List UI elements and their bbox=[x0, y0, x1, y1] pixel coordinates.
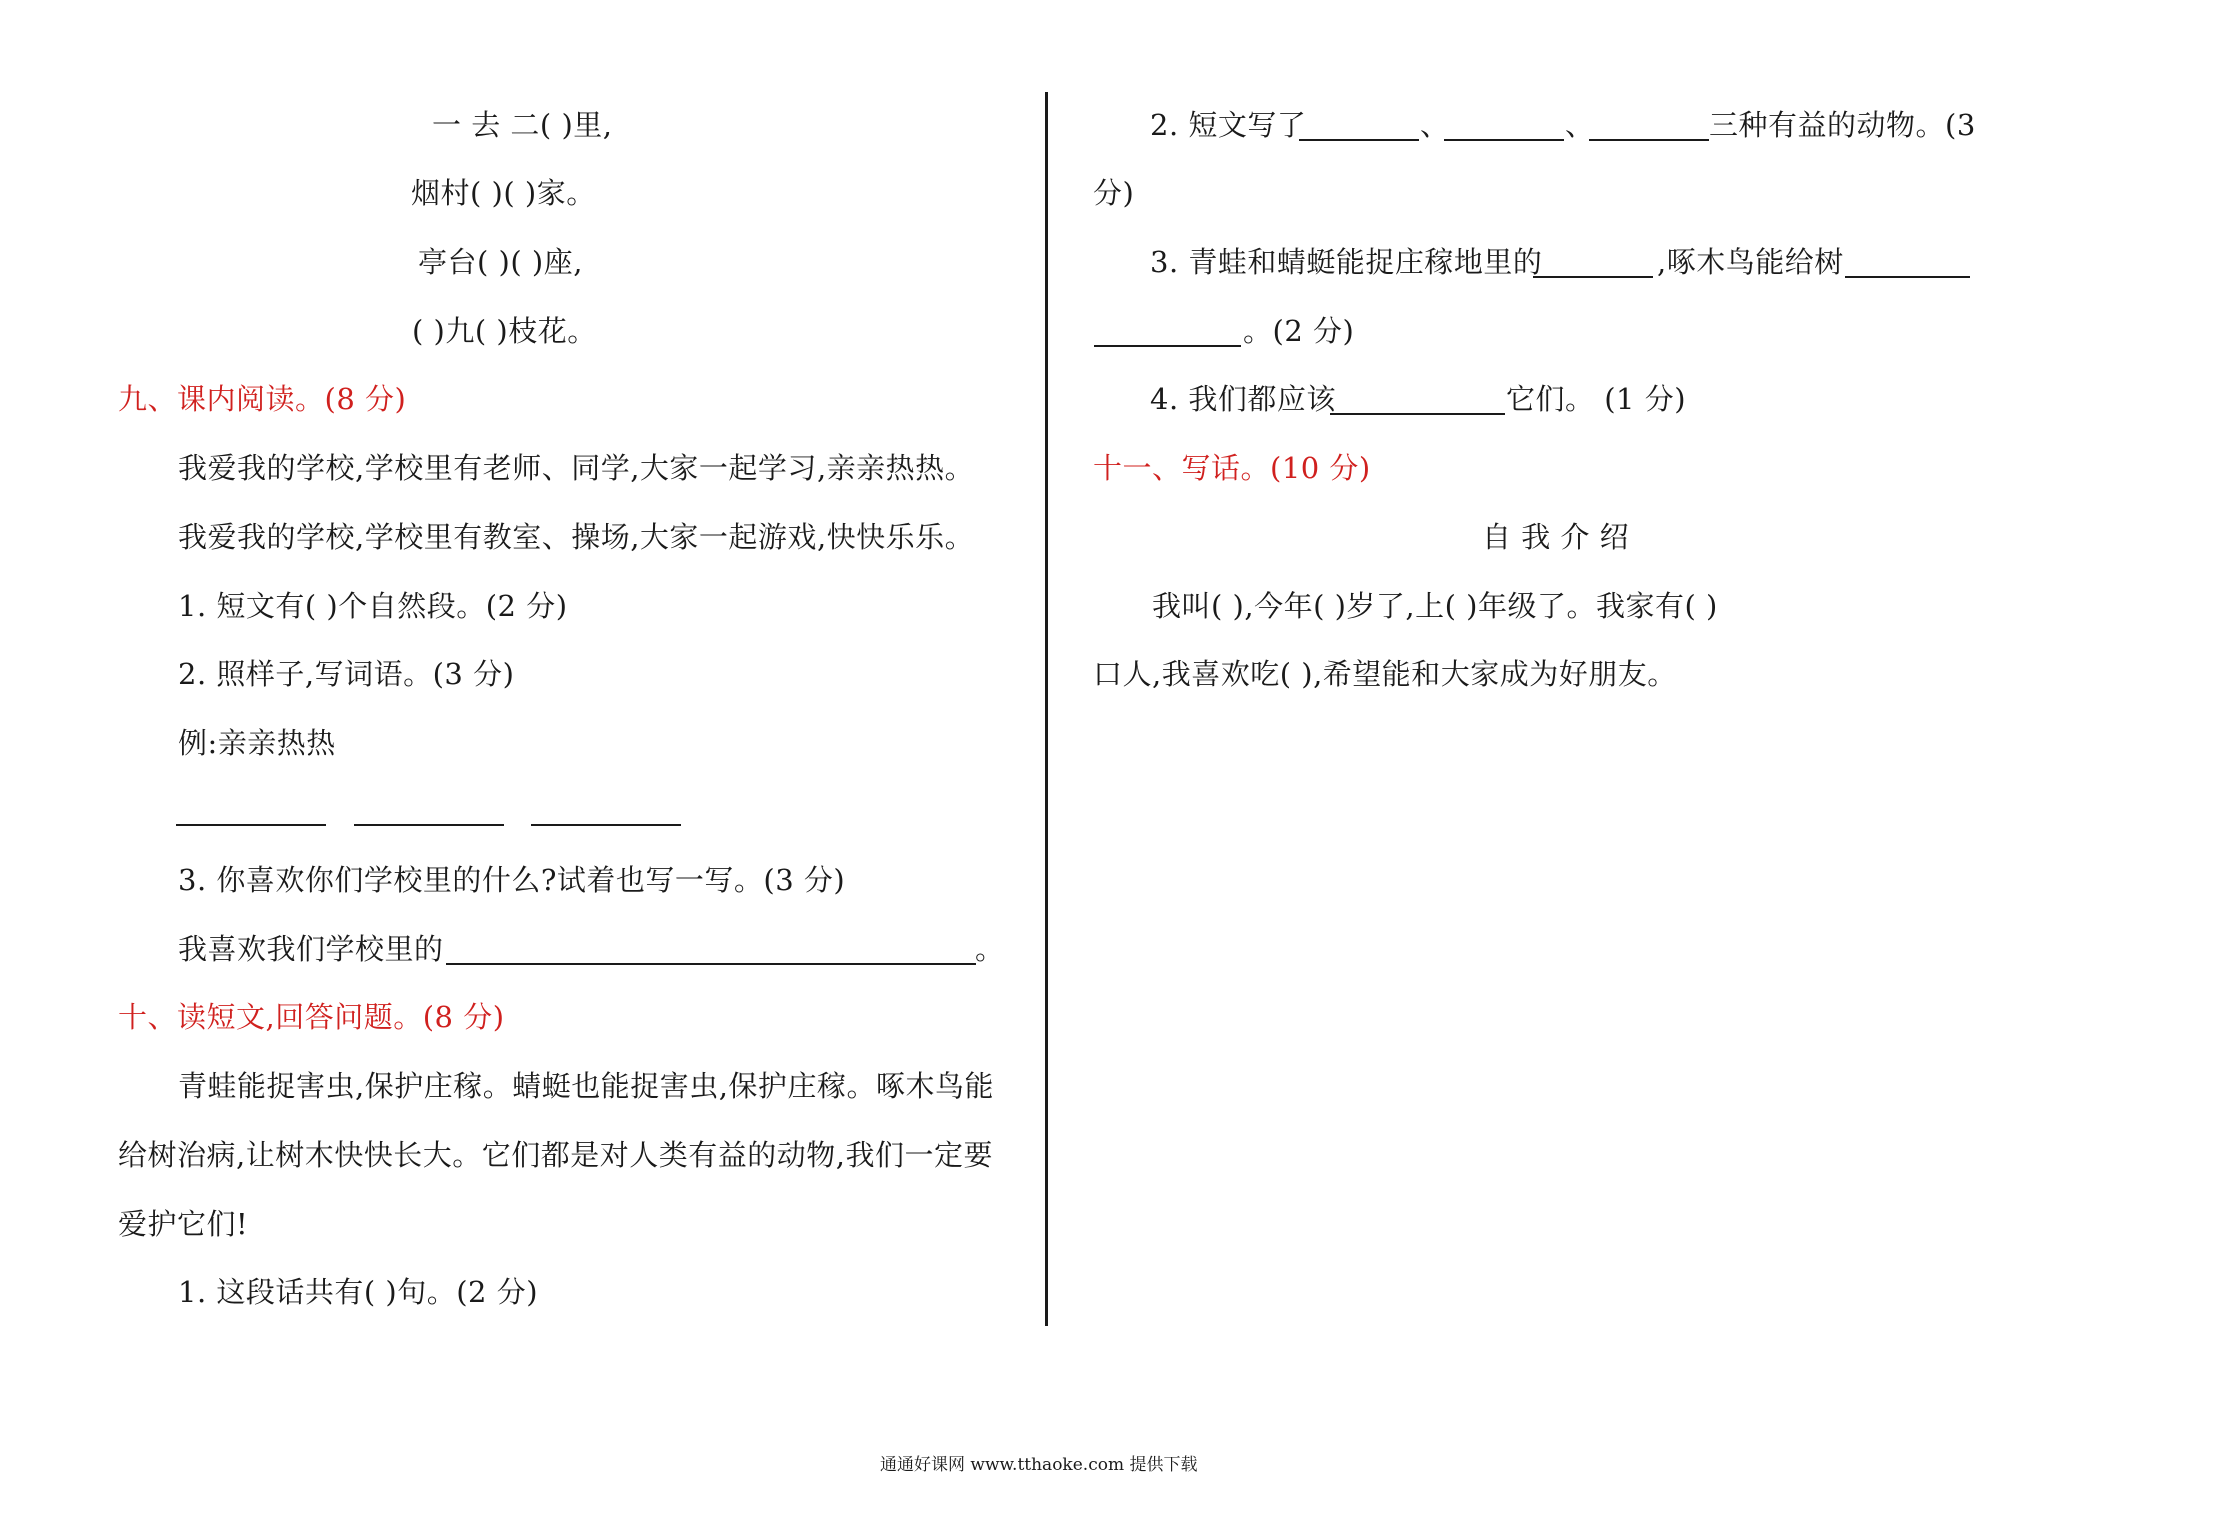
section-9-paragraph-1: 我爱我的学校,学校里有老师、同学,大家一起学习,亲亲热热。 bbox=[178, 451, 975, 485]
animal-blank-1[interactable] bbox=[1299, 139, 1419, 141]
answer-blank-2[interactable] bbox=[354, 824, 504, 826]
section-9-question-3: 3. 你喜欢你们学校里的什么?试着也写一写。(3 分) bbox=[178, 863, 846, 897]
poem-line-3: 亭台( )( )座, bbox=[418, 245, 583, 279]
answer-blank-1[interactable] bbox=[176, 824, 326, 826]
woodpecker-blank-2[interactable] bbox=[1094, 345, 1241, 347]
section-9-question-2: 2. 照样子,写词语。(3 分) bbox=[178, 657, 515, 691]
section-10-question-3-a: 3. 青蛙和蜻蜓能捉庄稼地里的 bbox=[1150, 245, 1543, 279]
section-10-paragraph-line-1: 青蛙能捉害虫,保护庄稼。蜻蜓也能捉害虫,保护庄稼。啄木鸟能 bbox=[178, 1069, 994, 1103]
section-10-question-4-b: 它们。 (1 分) bbox=[1506, 382, 1687, 416]
poem-line-1: 一 去 二( )里, bbox=[432, 108, 613, 142]
section-9-example: 例:亲亲热热 bbox=[178, 726, 336, 760]
answer-blank-long[interactable] bbox=[446, 963, 976, 965]
section-10-question-3-b: ,啄木鸟能给树 bbox=[1657, 245, 1844, 279]
section-11-title: 自 我 介 绍 bbox=[1482, 520, 1630, 554]
column-divider bbox=[1045, 92, 1048, 1326]
section-9-answer-suffix: 。 bbox=[975, 932, 1005, 966]
section-11-heading: 十一、写话。(10 分) bbox=[1093, 451, 1371, 485]
section-10-question-2-c: 分) bbox=[1093, 176, 1135, 210]
section-10-heading: 十、读短文,回答问题。(8 分) bbox=[118, 1000, 505, 1034]
frog-blank[interactable] bbox=[1533, 276, 1653, 278]
section-11-line-2: 口人,我喜欢吃( ),希望能和大家成为好朋友。 bbox=[1093, 657, 1677, 691]
animal-blank-2[interactable] bbox=[1444, 139, 1564, 141]
animal-blank-3[interactable] bbox=[1589, 139, 1709, 141]
section-9-answer-prefix: 我喜欢我们学校里的 bbox=[178, 932, 444, 966]
separator-1: 、 bbox=[1420, 108, 1450, 142]
section-11-line-1: 我叫( ),今年( )岁了,上( )年级了。我家有( ) bbox=[1152, 589, 1718, 623]
section-10-question-4-a: 4. 我们都应该 bbox=[1150, 382, 1336, 416]
separator-2: 、 bbox=[1565, 108, 1595, 142]
protect-blank[interactable] bbox=[1330, 413, 1505, 415]
woodpecker-blank-1[interactable] bbox=[1845, 276, 1970, 278]
poem-line-4: ( )九( )枝花。 bbox=[412, 314, 597, 348]
section-10-question-2-b: 三种有益的动物。(3 bbox=[1709, 108, 1976, 142]
section-9-paragraph-2: 我爱我的学校,学校里有教室、操场,大家一起游戏,快快乐乐。 bbox=[178, 520, 975, 554]
page-footer: 通通好课网 www.tthaoke.com 提供下载 bbox=[880, 1455, 1198, 1475]
section-10-question-1: 1. 这段话共有( )句。(2 分) bbox=[178, 1275, 539, 1309]
section-10-paragraph-line-2: 给树治病,让树木快快长大。它们都是对人类有益的动物,我们一定要 bbox=[118, 1138, 993, 1172]
section-9-question-1: 1. 短文有( )个自然段。(2 分) bbox=[178, 589, 568, 623]
section-10-paragraph-line-3: 爱护它们! bbox=[118, 1207, 249, 1241]
section-10-question-3-c: 。(2 分) bbox=[1243, 314, 1355, 348]
section-10-question-2-a: 2. 短文写了 bbox=[1150, 108, 1307, 142]
section-9-heading: 九、课内阅读。(8 分) bbox=[118, 382, 407, 416]
poem-line-2: 烟村( )( )家。 bbox=[411, 176, 596, 210]
answer-blank-3[interactable] bbox=[531, 824, 681, 826]
